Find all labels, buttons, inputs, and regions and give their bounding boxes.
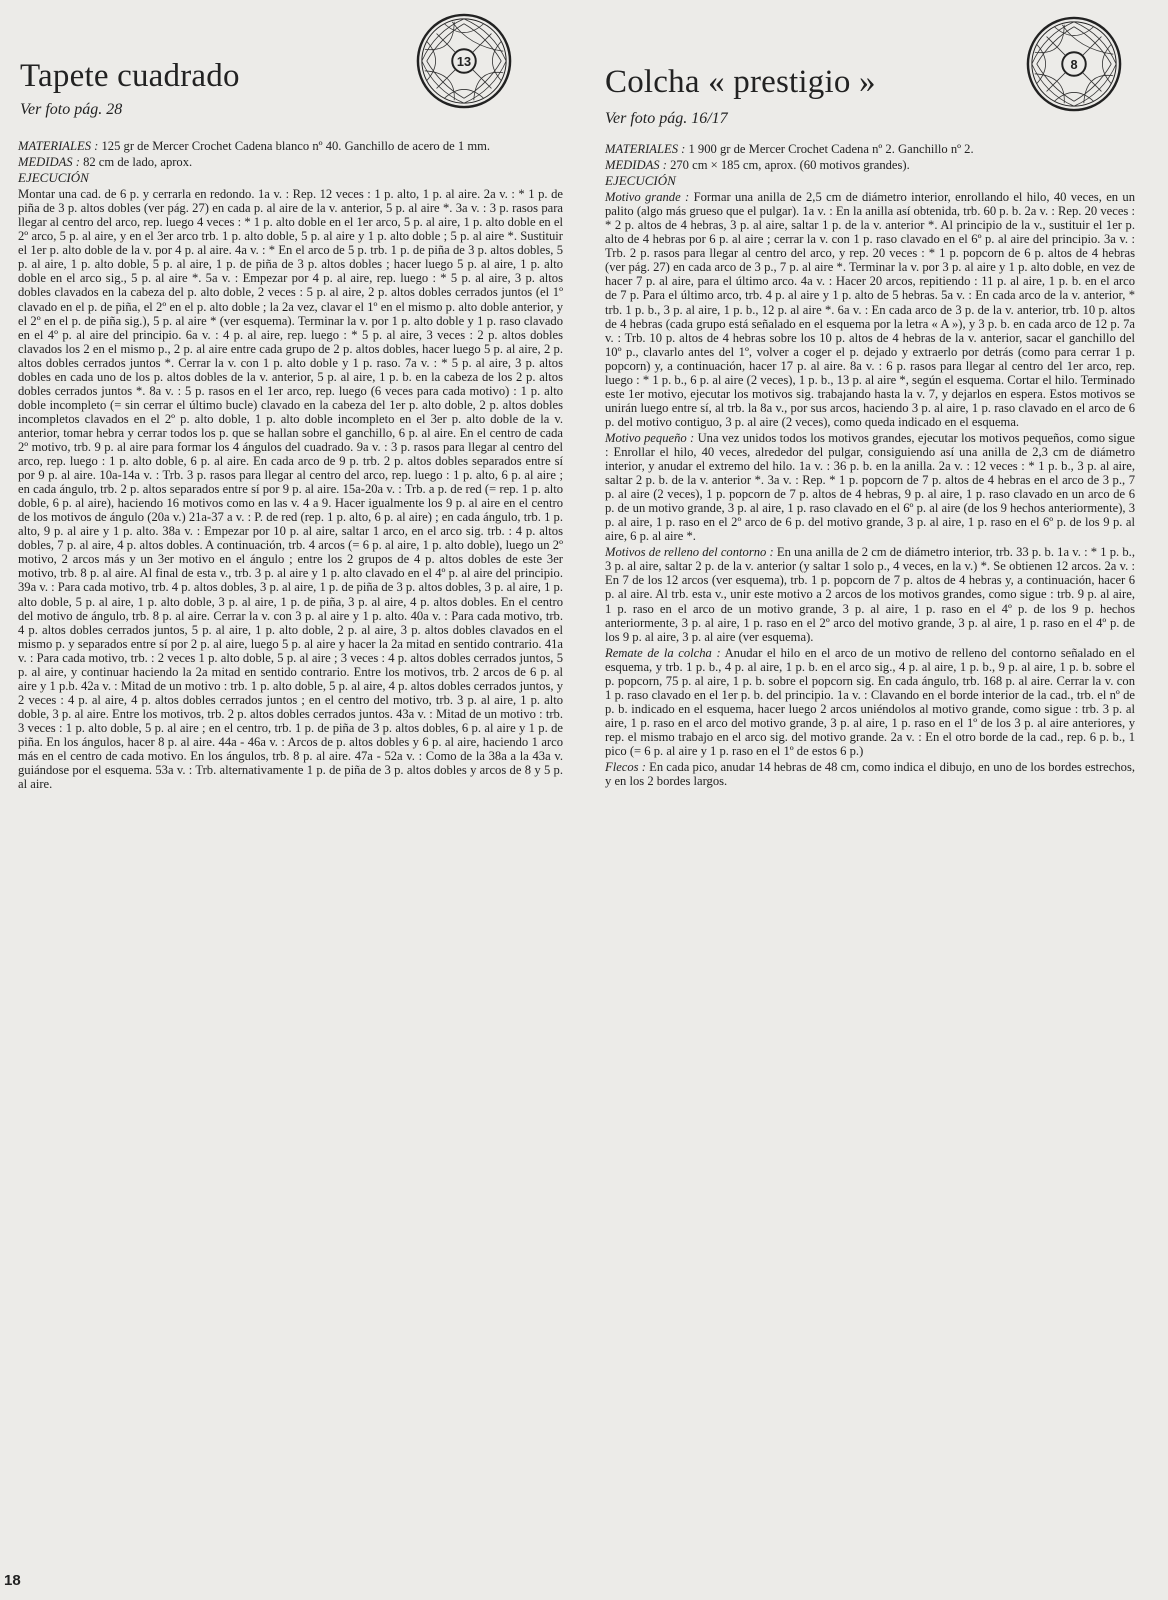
left-execution-label: EJECUCIÓN: [18, 170, 89, 186]
right-section-label: Remate de la colcha :: [605, 645, 721, 660]
left-materials-text: 125 gr de Mercer Crochet Cadena blanco nº 40. Ganchillo de acero de 1 mm.: [101, 139, 491, 153]
right-execution-label: EJECUCIÓN: [605, 173, 676, 189]
left-measures-label: MEDIDAS :: [18, 155, 80, 170]
right-section-label: Motivo pequeño :: [605, 430, 695, 445]
right-section-text: Una vez unidos todos los motivos grandes, ejecutar los motivos pequeños, como sigue : Enrollar el hilo, 40 veces, alrededor del pulgar, consiguiendo así una anilla de 2,3 cm de diámetro interior, y anudar el extremo del hilo. 1a v. : 36 p. b. en la anilla. 2a v. : 12 veces : * 1 p. b., 3 p. al aire, saltar 2 p. b. de la v. anterior *. 3a v. : Rep. * 1 p. popcorn de 7 p. altos de 4 hebras en el arco de 3 p., 7 p. al aire (2 veces), 1 p. popcorn de 7 p. altos de 4 hebras, 9 p. al aire, 1 p. raso clavado en un arco de 6 p. de un motivo grande, 3 p. al aire, 1 p. raso clavado en el 6º p. al aire (de los 9 hechos anteriormente), 3 p. al aire, 1 p. raso en el 2º arco de 6 p. del motivo grande, 3 p. al aire, 1 p. raso en el 6º p. de los 9 p. al aire, 6 p. al aire *.: [605, 430, 1135, 544]
page-number: 18: [4, 1572, 21, 1589]
right-section-relleno: [605, 545, 1135, 643]
left-body: [18, 139, 563, 793]
right-section-remate: [605, 646, 1135, 758]
right-materials-text: 1 900 gr de Mercer Crochet Cadena nº 2. Ganchillo nº 2.: [688, 142, 974, 156]
right-materials: [605, 142, 1135, 156]
right-measures-text: 270 cm × 185 cm, aprox. (60 motivos grandes).: [670, 158, 910, 173]
right-section-text: Formar una anilla de 2,5 cm de diámetro interior, enrollando el hilo, 40 veces, en un palito (algo más grueso que el pulgar). 1a v. : En la anilla así obtenida, trb. 60 p. b. 2a v. : Rep. 20 veces : * 2 p. altos de 4 hebras, 3 p. al aire, saltar 1 p. de la v. anterior *. Al principio de la v., sustituir el 1er p. alto de 4 hebras por 6 p. al aire ; cerrar la v. con 1 p. raso clavado en el 6º p. al aire del principio. 3a v. : Trb. 2 p. rasos para llegar al centro del arco, y rep. 20 veces : * 1 p. popcorn de 6 p. altos de 4 hebras (ver pág. 27) en cada arco de 3 p., 7 p. al aire *. Terminar la v. por 3 p. al aire y 1 p. alto doble, en vez de hacer 7 p. al aire, para el último arco. 4a v. : Hacer 20 arcos, repitiendo : 11 p. al aire, 1 p. b. en el arco de 7 p. Para el último arco, trb. 4 p. al aire y 1 p. alto de 5 hebras. 5a v. : En cada arco de la v. anterior, * trb. 1 p. b., 3 p. al aire, 1 p. b., 12 p. al aire *. 6a v. : En cada arco de 3 p. de la v. anterior, trb. 10 p. altos de 4 hebras (cada grupo está señalado en el esquema por la letra « A »), y 3 p. b. en cada arco de 12 p. 7a v. : Trb. 10 p. altos de 4 hebras sobre los 10 p. altos de 4 hebras de la v. anterior, sacar el ganchillo del 10º p., clavarlo antes del 1º, volver a coger el p. dejado y extraerlo por detrás (como para cerrar 1 p. popcorn) y, a continuación, hacer 17 p. al aire. 8a v. : 6 p. rasos para llegar al centro del 1er arco, rep. luego : * 1 p. b., 6 p. al aire (2 veces), 1 p. b., 13 p. al aire *, según el esquema. Cortar el hilo. Terminado este 1er motivo, ejecutar los motivos sig. trabajando hasta la v. 7, y dejarlos en espera. Estos motivos se unirán luego entre sí, al trb. la 8a v., por sus arcos, haciendo 3 p. al aire, 1 p. raso clavado en el arco de 6 p. del motivo contiguo, 3 p. al aire (2 veces), como queda indicado en el esquema.: [605, 190, 1136, 429]
left-pattern-title: Tapete cuadrado: [20, 58, 240, 94]
right-measures-label: MEDIDAS :: [605, 158, 667, 173]
right-section-flecos: [605, 760, 1135, 788]
right-section-label: Flecos :: [605, 760, 646, 775]
right-section-motivo-grande: [605, 190, 1135, 429]
left-materials: [18, 139, 563, 153]
right-pattern-title: Colcha « prestigio »: [605, 64, 876, 100]
right-section-text: Anudar el hilo en el arco de un motivo de relleno del contorno señalado en el esquema, y trb. 1 p. b., 4 p. al aire, 1 p. b. en el arco sig., 4 p. al aire, 1 p. b., 9 p. al aire, 1 p. b. sobre el p. popcorn, 75 p. al aire, 1 p. b. sobre el popcorn sig. En cada ángulo, trb. 168 p. al aire. Cerrar la v. con 1 p. raso clavado en el 1er p. b. del principio. 1a v. : Clavando en el borde interior de la cad., trb. el nº de p. b. indicado en el esquema, hacer luego 2 arcos uniéndolos al motivo grande, como sigue : trb. 3 p. al aire, 1 p. raso en el arco del motivo grande, 3 p. al aire, 1 p. raso en el 1º de los 3 p. al aire anteriores, y rep. el mismo trabajo en el arco sig. del motivo grande. 2a v. : En el otro borde de la cad., rep. 6 p. b., 1 pico (= 6 p. al aire y 1 p. raso en el 1º de estos 6 p.): [605, 645, 1135, 758]
right-measures: [605, 158, 1135, 172]
right-photo-ref: Ver foto pág. 16/17: [605, 110, 728, 127]
right-body: [605, 142, 1135, 790]
right-section-label: Motivos de relleno del contorno :: [605, 545, 774, 560]
right-section-text: En una anilla de 2 cm de diámetro interior, trb. 33 p. b. 1a v. : * 1 p. b., 3 p. al aire, saltar 2 p. de la v. anterior (y saltar 1 solo p., 4 veces, en la v.) *. Se obtienen 12 arcos. 2a v. : En 7 de los 12 arcos (ver esquema), trb. 1 p. popcorn de 7 p. altos de 4 hebras y, a continuación, hacer 6 p. al aire. Al trb. esta v., unir este motivo a 2 arcos de los motivos grandes, como sigue : trb. 9 p. al aire, 1 p. raso en el arco de un motivo grande, 3 p. al aire, 1 p. raso en el 4º p. de los 9 p. hechos anteriormente, 3 p. al aire, 1 p. raso en el 2º arco del motivo grande, 3 p. al aire, 1 p. raso en el 4º p. de los 9 p. al aire, 3 p. al aire (ver esquema).: [605, 545, 1135, 644]
right-materials-label: MATERIALES :: [605, 142, 686, 156]
left-measures-text: 82 cm de lado, aprox.: [83, 155, 193, 170]
left-measures: [18, 155, 563, 169]
left-photo-ref: Ver foto pág. 28: [20, 101, 123, 118]
left-materials-label: MATERIALES :: [18, 139, 99, 153]
right-section-text: En cada pico, anudar 14 hebras de 48 cm, como indica el dibujo, en uno de los bordes estrechos, y en los 2 bordes largos.: [605, 760, 1135, 789]
left-execution-text: Montar una cad. de 6 p. y cerrarla en redondo. 1a v. : Rep. 12 veces : 1 p. alto, 1 p. al aire. 2a v. : * 1 p. de piña de 3 p. altos dobles (ver pág. 27) en cada p. al aire de la v. anterior, 5 p. al aire *. 3a v. : 3 p. rasos para llegar al centro del arco, rep. luego 4 veces : * 1 p. alto doble en el 1er arco, 5 p. al aire, 1 p. alto doble en el 2º arco, 5 p. al aire, y en el 3er arco trb. 1 p. alto doble, 5 p. al aire y 1 p. alto doble ; 5 p. al aire *. Sustituir el 1er p. alto doble de la v. por 4 p. al aire. 4a v. : * En el arco de 5 p. trb. 1 p. de piña de 3 p. altos dobles, 5 p. al aire, 1 p. alto doble, 5 p. al aire, 1 p. de piña de 3 p. altos dobles ; hacer luego 5 p. al aire, 1 p. alto doble en el arco sig., 5 p. al aire *. 5a v. : Empezar por 4 p. al aire, rep. luego : * 5 p. al aire, 3 p. altos dobles clavados en la cabeza del p. alto doble, 2 veces : 5 p. al aire, 2 p. altos dobles cerrados juntos (el 1º clavado en el p. de piña, el 2º en el p. alto doble ; la 2a vez, clavar el 1º en el mismo p. alto doble anterior, y el 2º en el p. de piña sig.), 5 p. al aire * (ver esquema). Terminar la v. por 1 p. alto doble y 1 p. raso clavado en el 4º p. al aire del principio. 6a v. : 4 p. al aire, rep. luego : * 5 p. al aire, 3 veces : 2 p. altos dobles clavados los 2 en el mismo p., 2 p. al aire entre cada grupo de 2 p. altos dobles, hacer luego 5 p. al aire, 2 p. altos dobles cerrados juntos *. Cerrar la v. con 1 p. alto doble y 1 p. raso. 7a v. : * 5 p. al aire, 3 p. altos dobles en cada uno de los p. altos dobles de la v. anterior, 5 p. al aire, 1 p. b. en la cabeza de los 2 p. altos dobles cerrados juntos *. 8a v. : 5 p. rasos en el 1er arco, rep. luego (6 veces para cada motivo) : 1 p. alto doble incompleto (= sin cerrar el último bucle) clavado en la cabeza del 1er p. alto doble, 2 p. altos dobles incompletos clavados en el 2º p. alto doble, 1 p. alto doble incompleto en el 3er p. alto doble de la v. anterior, tomar hebra y cerrar todos los p. que se hallan sobre el ganchillo, 6 p. al aire. En el centro de cada 2º motivo, trb. 9 p. al aire para formar los 4 ángulos del cuadrado. 9a v. : 3 p. rasos para llegar al centro del arco, rep. luego : 1 p. alto doble, 6 p. al aire. En cada arco de 9 p. trb. 2 p. altos dobles separados entre sí por 9 p. al aire. 10a-14a v. : Trb. 3 p. rasos para llegar al centro del arco, rep. luego : 1 p. alto, 6 p. al aire ; en cada ángulo, trb. 2 p. altos separados entre sí por 9 p. al aire. 15a-20a v. : Trb. a p. de red (= rep. 1 p. alto doble, 6 p. al aire), haciendo 16 motivos como en las v. 4 a 9. Hacer igualmente los 9 p. al aire en el centro de los motivos de ángulo (20a v.) 21a-37 a v. : P. de red (rep. 1 p. alto, 6 p. al aire) ; en cada ángulo, trb. 1 p. alto, 9 p. al aire y 1 p. alto. 38a v. : Empezar por 10 p. al aire, saltar 1 arco, en el arco sig. trb. : 4 p. altos dobles, 7 p. al aire, 4 p. altos dobles. A continuación, trb. 4 arcos (= 6 p. al aire, 1 p. alto doble), luego un 2º motivo, 2 arcos más y un 3er motivo en el ángulo ; entre los 2 grupos de 4 p. altos dobles de este 3er motivo, trb. 8 p. al aire. Al final de esta v., trb. 3 p. al aire y 1 p. alto clavado en el 4º p. al aire del principio. 39a v. : Para cada motivo, trb. 4 p. altos dobles, 3 p. al aire, 1 p. de piña de 3 p. altos dobles, 3 p. al aire, 1 p. alto doble, 5 p. al aire, 1 p. alto doble, 3 p. al aire, 1 p. de piña, 3 p. al aire, 4 p. altos dobles. En el centro del motivo de ángulo, trb. 8 p. al aire. Cerrar la v. con 3 p. al aire y 1 p. alto. 40a v. : Para cada motivo, trb. 4 p. altos dobles cerrados juntos, 5 p. al aire, 1 p. alto doble, 2 p. al aire, 3 p. altos dobles clavados en el mismo p. y separados entre sí por 2 p. al aire, luego 5 p. al aire y hacer la 2a mitad en sentido contrario. 41a v. : Para cada motivo, trb. : 2 veces 1 p. alto doble, 5 p. al aire ; 3 veces : 4 p. altos dobles cerrados juntos, 5 p. al aire, y continuar haciendo la 2a mitad en sentido contrario. Entre los motivos, trb. 2 arcos de 6 p. al aire y 1 p.b. 42a v. : Mitad de un motivo : trb. 1 p. alto doble, 5 p. al aire, 4 p. altos dobles cerrados juntos, y 2 veces : 4 p. al aire, 4 p. altos dobles cerrados juntos ; en el centro del motivo, trb. 3 p. al aire, 1 p. alto doble, 3 p. al aire. Entre los motivos, trb. 2 p. altos dobles cerrados juntos. 43a v. : Mitad de un motivo : trb. 3 veces : 1 p. alto doble, 5 p. al aire ; en el centro, trb. 1 p. de piña de 3 p. altos dobles, 6 p. al aire y 1 p. de piña. En los ángulos, hacer 8 p. al aire. 44a - 46a v. : Arcos de p. altos dobles y 6 p. al aire, haciendo 1 arco más en el centro de cada motivo. En los ángulos, trb. 8 p. al aire. 47a - 52a v. : Como de la 38a a la 43a v. guiándose por el esquema. 53a v. : Trb. alternativamente 1 p. de piña de 3 p. altos dobles y arcos de 8 y 5 p. al aire.: [18, 187, 563, 792]
left-badge-number: 13: [456, 53, 472, 69]
right-pattern-badge-icon: [1025, 15, 1123, 113]
right-section-motivo-pequeno: [605, 431, 1135, 543]
right-section-label: Motivo grande :: [605, 190, 690, 205]
right-badge-number: 8: [1070, 56, 1078, 72]
left-pattern-badge-icon: [415, 12, 513, 110]
